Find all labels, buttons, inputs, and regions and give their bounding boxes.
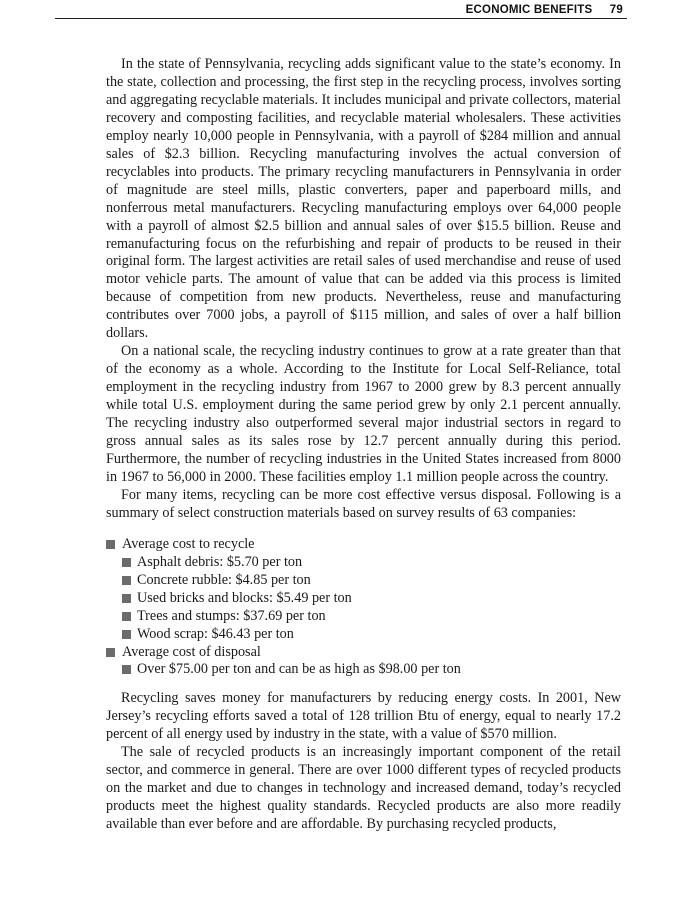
running-header [466,4,623,16]
paragraph-new-jersey: Recycling saves money for manufacturers by reducing energy costs. In 2001, New Jersey’s recycling efforts saved a total of 128 trillion Btu of energy, equal to nearly 17.2 percent of all energy used by industry in the state, with a value of $570 million. [106,690,621,743]
square-bullet-icon [122,576,131,585]
paragraph-cost-effective: For many items, recycling can be more cost effective versus disposal. Following is a summary of select construction materials based on survey results of 63 companies: [106,486,621,521]
sub-list-item [106,554,621,572]
paragraph-recycled-products: The sale of recycled products is an increasingly important component of the retail sector, and commerce in general. There are over 1000 different types of recycled products on the market and due to changes in technology and increased demand, today’s recycled products meet the highest quality standards. Recycled products are also more readily available than ever before and are affordable. By purchasing recycled products, [106,744,621,833]
sub-list-item [106,661,621,679]
paragraph-pennsylvania: In the state of Pennsylvania, recycling adds significant value to the state’s economy. In the state, collection and processing, the first step in the recycling process, involves sorting and aggregating recyclable materials. It includes municipal and private collectors, material recovery and composting facilities, and recyclable material wholesalers. These activities employ nearly 10,000 people in Pennsylvania, with a payroll of $284 million and annual sales of $2.3 billion. Recycling manufacturing involves the actual conversion of recyclables into products. The primary recycling manufacturers in Pennsylvania in order of magnitude are steel mills, plastic converters, paper and paperboard mills, and nonferrous metal manufacturers. Recycling manufacturing employs over 64,000 people with a payroll of almost $2.5 billion and annual sales of over $15.5 billion. Reuse and remanufacturing focus on the refurbishing and repair of products to be reused in their original form. The largest activities are retail sales of used merchandise and reuse of used motor vehicle parts. The amount of value that can be added via this process is limited because of competition from new products. Nevertheless, reuse and manufacturing contributes over 7000 jobs, a payroll of $115 million, and sales of over a half billion dollars. [106,56,621,342]
list-item [106,536,621,554]
header-rule [55,18,627,19]
list-item-label: Average cost to recycle [122,535,255,552]
paragraph-national: On a national scale, the recycling industry continues to grow at a rate greater than that of the economy as a whole. According to the Institute for Local Self-Reliance, total employment in the recycling industry from 1967 to 2000 grew by 8.3 percent annually while total U.S. employment during the same period grew by only 2.1 percent annually. The recycling industry also outperformed several major industrial sectors in regard to gross annual sales as its sales rose by 12.7 percent annually during this period. Furthermore, the number of recycling industries in the United States increased from 8000 in 1967 to 56,000 in 2000. These facilities employ 1.1 million people across the country. [106,343,621,485]
list-item-label: Over $75.00 per ton and can be as high as $98.00 per ton [137,661,461,678]
square-bullet-icon [122,630,131,639]
square-bullet-icon [122,594,131,603]
list-item-label: Used bricks and blocks: $5.49 per ton [137,589,352,606]
square-bullet-icon [122,612,131,621]
header-section-title: ECONOMIC BENEFITS [465,4,593,16]
sub-list-item [106,572,621,590]
list-item [106,644,621,662]
cost-bullet-list [106,536,621,680]
sub-list-item [106,590,621,608]
square-bullet-icon [122,665,131,674]
sub-list-item [106,608,621,626]
list-item-label: Trees and stumps: $37.69 per ton [137,607,326,624]
sub-list-item [106,626,621,644]
list-item-label: Average cost of disposal [122,643,261,660]
list-item-label: Asphalt debris: $5.70 per ton [137,553,303,570]
list-item-label: Wood scrap: $46.43 per ton [137,625,294,642]
list-item-label: Concrete rubble: $4.85 per ton [137,571,311,588]
body-text [106,56,621,834]
square-bullet-icon [106,648,115,657]
page-number: 79 [609,4,623,16]
square-bullet-icon [122,558,131,567]
square-bullet-icon [106,540,115,549]
